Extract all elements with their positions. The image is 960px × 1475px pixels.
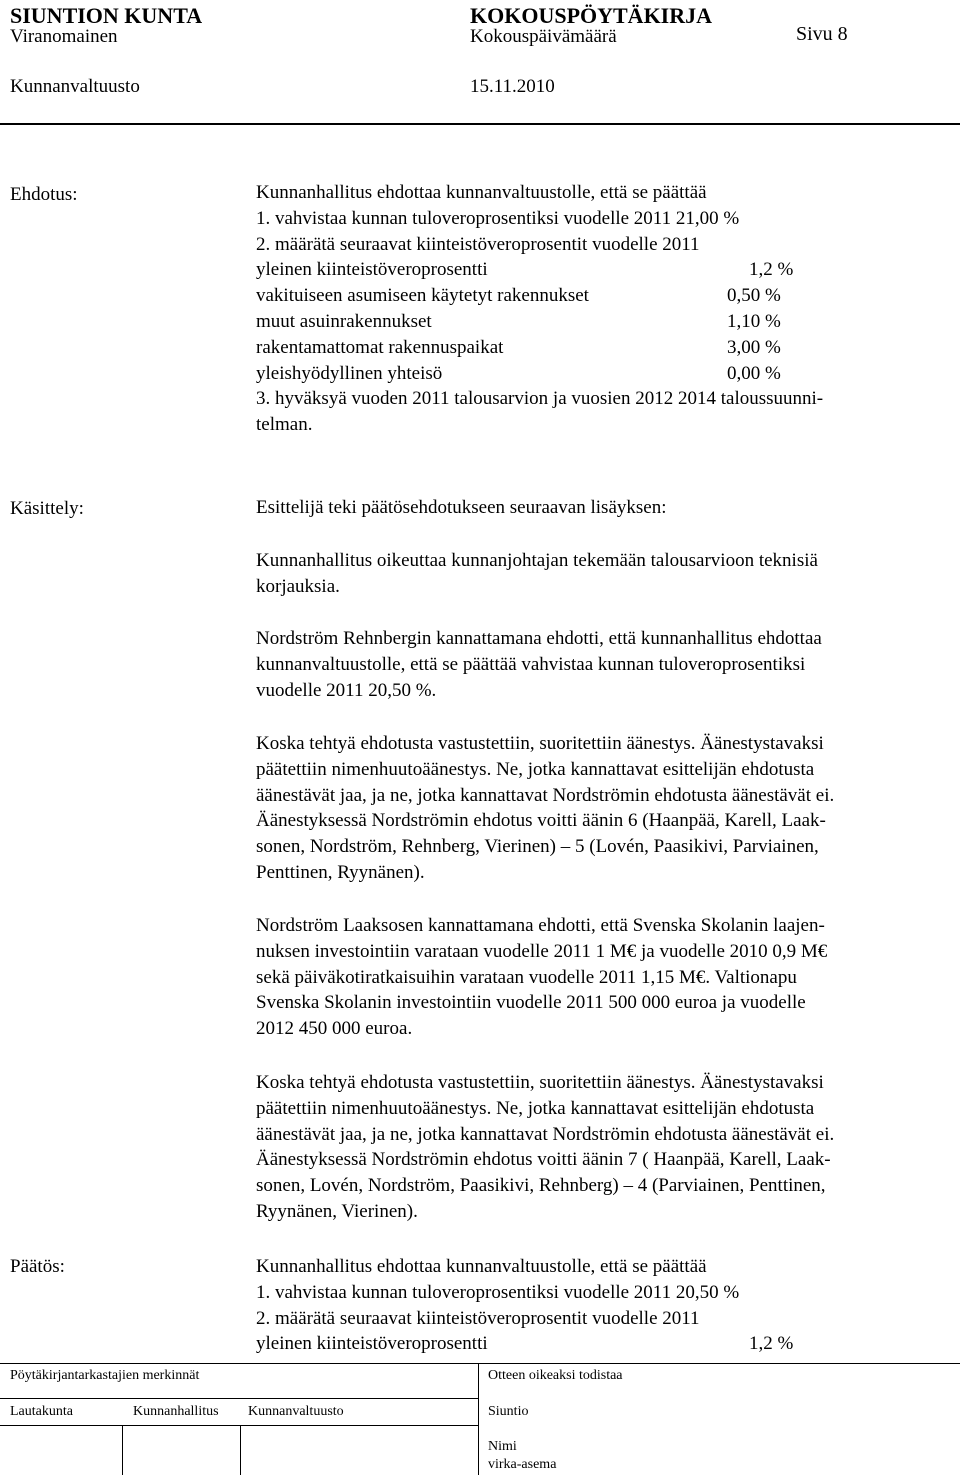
- checkers-label: Pöytäkirjantarkastajien merkinnät: [10, 1368, 200, 1383]
- paragraph-line: vuodelle 2011 20,50 %.: [256, 679, 437, 701]
- handling-paragraph: [256, 731, 956, 886]
- footer-col-municipal-board: Kunnanhallitus: [133, 1404, 219, 1419]
- certified-label: Otteen oikeaksi todistaa: [488, 1368, 623, 1383]
- rate-row: [256, 361, 956, 387]
- certified-name-label: Nimi: [488, 1439, 517, 1454]
- footer-row-border: [0, 1425, 478, 1426]
- proposal-item-3: telman.: [256, 414, 313, 436]
- header-divider: [0, 123, 960, 125]
- handling-paragraph: [256, 1070, 956, 1225]
- paragraph-line: Koska tehtyä ehdotusta vastustettiin, suoritettiin äänestys. Äänestystavaksi: [256, 733, 824, 754]
- paragraph-line: äänestävät jaa, ja ne, jotka kannattavat Nordströmin ehdotusta äänestävät ei.: [256, 1123, 835, 1145]
- document-type: KOKOUSPÖYTÄKIRJA: [470, 3, 713, 28]
- paragraph-line: äänestävät jaa, ja ne, jotka kannattavat Nordströmin ehdotusta äänestävät ei.: [256, 784, 835, 806]
- rate-name: muut asuinrakennukset: [256, 310, 432, 332]
- municipality-name: SIUNTION KUNTA: [10, 3, 203, 28]
- rate-row: [256, 309, 956, 335]
- rate-value: 1,10 %: [727, 310, 781, 332]
- rate-row: [256, 335, 956, 361]
- rate-value: 1,2 %: [749, 1333, 794, 1355]
- meeting-date: 15.11.2010: [470, 76, 555, 97]
- authority-label: Viranomainen: [10, 26, 118, 47]
- decision-body: [256, 1254, 956, 1357]
- page-number: Sivu 8: [796, 23, 848, 45]
- handling-paragraph: [256, 548, 956, 600]
- rate-name: yleinen kiinteistöveroprosentti: [256, 1333, 488, 1355]
- handling-label: Käsittely:: [10, 498, 84, 519]
- rate-row: [256, 1331, 956, 1357]
- footer-cell-divider: [122, 1425, 123, 1475]
- paragraph-line: Esittelijä teki päätösehdotukseen seuraavan lisäyksen:: [256, 497, 667, 518]
- handling-intro: [256, 495, 956, 521]
- paragraph-line: nuksen investointiin varataan vuodelle 2011 1 M€ ja vuodelle 2010 0,9 M€: [256, 940, 828, 962]
- date-label: Kokouspäivämäärä: [470, 26, 617, 47]
- rate-name: vakituiseen asumiseen käytetyt rakennukset: [256, 285, 589, 307]
- rate-row: [256, 283, 956, 309]
- paragraph-line: korjauksia.: [256, 575, 340, 597]
- authority-name: Kunnanvaltuusto: [10, 76, 140, 97]
- footer-top-border: [0, 1363, 960, 1364]
- rate-value: 3,00 %: [727, 336, 781, 358]
- proposal-line: 1. vahvistaa kunnan tuloveroprosentiksi vuodelle 2011 21,00 %: [256, 207, 740, 229]
- paragraph-line: sekä päiväkotiratkaisuihin varataan vuodelle 2011 1,15 M€. Valtionapu: [256, 966, 797, 988]
- footer-col-board: Lautakunta: [10, 1404, 73, 1419]
- handling-paragraph: [256, 913, 956, 1042]
- proposal-item-3: 3. hyväksyä vuoden 2011 talousarvion ja vuosien 2012 2014 taloussuunni-: [256, 388, 824, 410]
- rate-row: [256, 257, 956, 283]
- footer-row-border: [0, 1398, 478, 1399]
- footer-divider: [478, 1363, 479, 1475]
- rate-name: yleishyödyllinen yhteisö: [256, 362, 443, 384]
- rate-value: 0,50 %: [727, 285, 781, 307]
- paragraph-line: päätettiin nimenhuutoäänestys. Ne, jotka kannattavat esittelijän ehdotusta: [256, 758, 815, 780]
- paragraph-line: 2012 450 000 euroa.: [256, 1018, 413, 1040]
- paragraph-line: Ryynänen, Vierinen).: [256, 1200, 418, 1222]
- handling-paragraph: [256, 626, 956, 703]
- decision-label: Päätös:: [10, 1256, 65, 1277]
- paragraph-line: Penttinen, Ryynänen).: [256, 861, 425, 883]
- paragraph-line: Äänestyksessä Nordströmin ehdotus voitti äänin 6 (Haanpää, Karell, Laak-: [256, 810, 826, 832]
- rate-value: 1,2 %: [749, 259, 794, 281]
- paragraph-line: Svenska Skolanin investointiin vuodelle 2011 500 000 euroa ja vuodelle: [256, 992, 806, 1014]
- footer-cell-divider: [240, 1425, 241, 1475]
- proposal-line: 2. määrätä seuraavat kiinteistöveroprosentit vuodelle 2011: [256, 233, 700, 255]
- rate-name: yleinen kiinteistöveroprosentti: [256, 259, 488, 281]
- paragraph-line: päätettiin nimenhuutoäänestys. Ne, jotka kannattavat esittelijän ehdotusta: [256, 1097, 815, 1119]
- rate-name: rakentamattomat rakennuspaikat: [256, 336, 504, 358]
- paragraph-line: sonen, Lovén, Nordström, Paasikivi, Rehnberg) – 4 (Parviainen, Penttinen,: [256, 1175, 826, 1197]
- paragraph-line: Kunnanhallitus oikeuttaa kunnanjohtajan tekemään talousarvioon teknisiä: [256, 550, 818, 571]
- decision-line: 1. vahvistaa kunnan tuloveroprosentiksi vuodelle 2011 20,50 %: [256, 1281, 740, 1303]
- paragraph-line: Äänestyksessä Nordströmin ehdotus voitti äänin 7 ( Haanpää, Karell, Laak-: [256, 1149, 831, 1171]
- paragraph-line: Koska tehtyä ehdotusta vastustettiin, suoritettiin äänestys. Äänestystavaksi: [256, 1072, 824, 1093]
- proposal-body: [256, 180, 956, 438]
- decision-line: 2. määrätä seuraavat kiinteistöveroprosentit vuodelle 2011: [256, 1307, 700, 1329]
- paragraph-line: Nordström Rehnbergin kannattamana ehdotti, että kunnanhallitus ehdottaa: [256, 628, 822, 649]
- certified-place: Siuntio: [488, 1404, 529, 1419]
- footer-col-council: Kunnanvaltuusto: [248, 1404, 344, 1419]
- paragraph-line: kunnanvaltuustolle, että se päättää vahvistaa kunnan tuloveroprosentiksi: [256, 653, 806, 675]
- certified-title-label: virka-asema: [488, 1457, 557, 1472]
- proposal-label: Ehdotus:: [10, 184, 78, 205]
- paragraph-line: Nordström Laaksosen kannattamana ehdotti, että Svenska Skolanin laajen-: [256, 915, 825, 936]
- rate-value: 0,00 %: [727, 362, 781, 384]
- proposal-line: Kunnanhallitus ehdottaa kunnanvaltuustolle, että se päättää: [256, 182, 707, 203]
- decision-line: Kunnanhallitus ehdottaa kunnanvaltuustolle, että se päättää: [256, 1256, 707, 1277]
- paragraph-line: sonen, Nordström, Rehnberg, Vierinen) – 5 (Lovén, Paasikivi, Parviainen,: [256, 836, 819, 858]
